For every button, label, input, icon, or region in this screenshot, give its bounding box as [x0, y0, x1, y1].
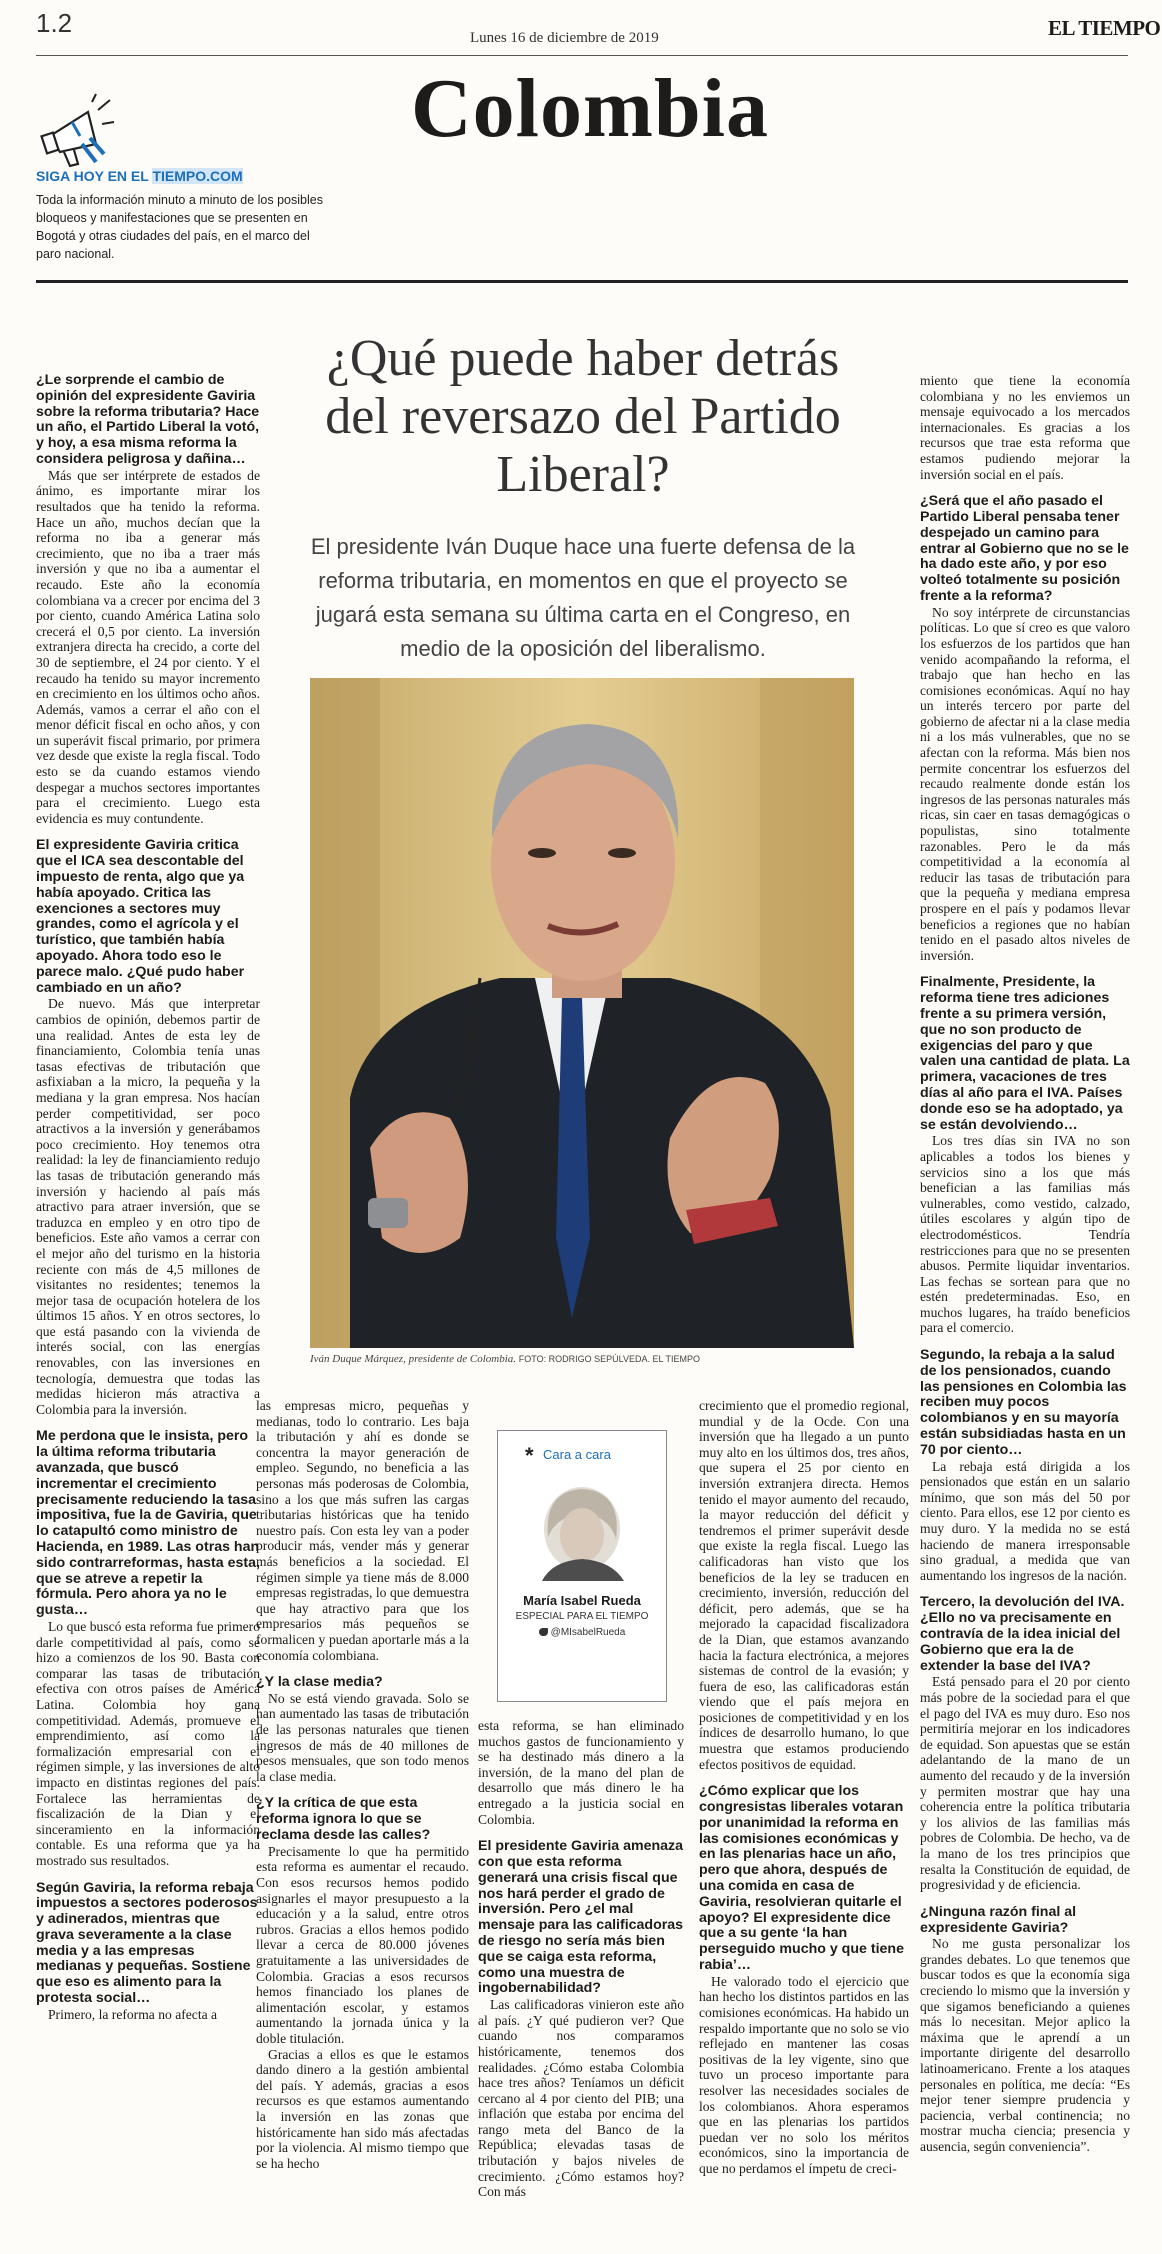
answer-paragraph: Gracias a ellos es que le estamos dando dinero a la gestión ambiental del país. Y además, gracias a esos recursos es que estamos aumentando la inversión en las zonas que históricamente han sido más afectadas por la violencia. Al mismo tiempo que se ha hecho — [256, 2046, 469, 2171]
continued-paragraph: miento que tiene la economía colombiana y no les enviemos un mensaje equivocado a los mercados internacionales. Es gracias a los recursos que trae esta reforma que estamos pudiendo mejorar la inversión social en el país. — [920, 373, 1130, 482]
promo-link[interactable] — [36, 168, 243, 184]
megaphone-icon — [36, 92, 116, 172]
interview-question: ¿Cómo explicar que los congresistas liberales votaran por unanimidad la reforma en las comisiones económicas y en las plenarias hace un año, pero que ahora, después de una comida en casa de Gaviria, resolvieran quitarle el apoyo? El expresidente dice que a su gente ‘la han perseguido mucho y que tiene rabia’… — [699, 1783, 904, 1974]
interview-question: Según Gaviria, la reforma rebaja impuestos a sectores poderosos y adinerados, mientras que grava severamente a la clase media y a las empresas medianas y pequeñas. Sostiene que eso es alimento para la protesta social… — [36, 1879, 258, 2007]
continued-paragraph: esta reforma, se han eliminado muchos gastos de funcionamiento y se ha destinado más dinero a la inversión, de la mano del plan de desarrollo que más dinero le ha entregado a la justicia social en Colombia. — [478, 1718, 684, 1827]
author-twitter[interactable] — [498, 1627, 666, 1638]
article-column-3 — [478, 1718, 684, 2254]
cara-a-cara-label: Cara a cara — [543, 1447, 611, 1462]
interview-question: Segundo, la rebaja a la salud de los pensionados, cuando las pensiones en Colombia las reciben muy pocos colombianos y en su mayoría están subsidiadas hasta en un 70 por ciento… — [920, 1347, 1127, 1458]
photo-caption — [310, 1353, 854, 1365]
page-number: 1.2 — [36, 8, 73, 38]
answer-paragraph: Está pensado para el 20 por ciento más pobre de la sociedad para el que el pago del IVA es muy duro. Eso nos permitiría mejorar en los indicadores de equidad. Son apuestas que se están adelantando de la mano de un aumento del recaudo y de la inversión y permiten mostrar que hay una coherencia entre la política tributaria y los alivios de las familias más pobres de Colombia. De hecho, va de la mano de los tres principios que resalta la Constitución de equidad, de progresividad y de eficiencia. — [920, 1674, 1130, 1893]
caption-text: Iván Duque Márquez, presidente de Colombia. — [310, 1353, 517, 1365]
interview-question: El presidente Gaviria amenaza con que esta reforma generará una crisis fiscal que nos hará perder el grado de inversión. Pero ¿el mal mensaje para las calificadoras de riesgo no sería más bien que se caiga esta reforma, como una muestra de ingobernabilidad? — [478, 1838, 684, 1997]
president-photo — [310, 678, 854, 1348]
interview-question: El expresidente Gaviria critica que el ICA sea descontable del impuesto de renta, algo que ya había apoyado. Critica las exenciones a sectores muy grandes, como el agrícola y el turístico, que también había apoyado. Ahora todo eso le parece malo. ¿Qué pudo haber cambiado en un año? — [36, 837, 245, 996]
interview-question: ¿Ninguna razón final al expresidente Gaviria? — [920, 1903, 1077, 1936]
continued-paragraph: las empresas micro, pequeñas y medianas, todo lo contrario. Les baja la tributación y ahí es donde se concentra la mayor generación de empleo. Segundo, no beneficia a las personas más poderosas de Colombia, sino a los que más sufren las cargas tributarias históricas que ha tenido nuestro país. Con esta ley van a poder producir más, vender más y generar más beneficios a la sociedad. El régimen simple ya tiene más de 8.000 empresas registradas, lo que demuestra que hay atractivo para que los empresarios más pequeños se formalicen y puedan aportarle más a la economía colombiana. — [256, 1398, 469, 1663]
promo-link-site: TIEMPO.COM — [152, 168, 243, 184]
cara-a-cara-box — [497, 1430, 667, 1702]
author-portrait — [512, 1477, 652, 1581]
top-rule — [36, 55, 1128, 56]
answer-paragraph: He valorado todo el ejercicio que han hecho los distintos partidos en las comisiones económicas. Ha habido un respaldo importante que no solo se vio reflejado en mantener las cosas positivas de la ley vigente, sino que tuvo un proceso importante para resolver las necesidades sociales de los colombianos. Ahora esperamos que en las plenarias los partidos puedan ver no solo los méritos económicos, sino la importancia de que no perdamos el ímpetu de creci- — [699, 1973, 909, 2176]
article-column-5 — [920, 373, 1130, 2254]
interview-question: Me perdona que le insista, pero la última reforma tributaria avanzada, que buscó incrementar el crecimiento precisamente reduciendo la tasa impositiva, fue la de Gaviria, que lo catapultó como ministro de Hacienda, en 1989. Las otras han sido contrarreformas, hasta esta, que se atreve a repetir la fórmula. Pero ahora ya no le gusta… — [36, 1428, 260, 1619]
answer-paragraph: No se está viendo gravada. Solo se han aumentado las tasas de tributación de las personas naturales que tienen ingresos de más de 40 millones de pesos mensuales, que son todo menos la clase media. — [256, 1690, 469, 1784]
interview-question: Finalmente, Presidente, la reforma tiene tres adiciones frente a su primera versión, que no son producto de exigencias del paro y que valen una cantidad de plata. La primera, vacaciones de tres días al año para el IVA. Países donde eso se ha adoptado, ya se están devolviendo… — [920, 974, 1130, 1133]
publication-name: EL TIEMPO — [1048, 16, 1161, 40]
answer-paragraph: Primero, la reforma no afecta a — [48, 2006, 218, 2022]
photo-credit: FOTO: RODRIGO SEPÚLVEDA. EL TIEMPO — [518, 1354, 700, 1364]
asterisk-icon: * — [525, 1443, 534, 1468]
promo-body: Toda la información minuto a minuto de los posibles bloqueos y manifestaciones que se presenten en Bogotá y otras ciudades del país, en el marco del paro nacional. — [36, 193, 323, 261]
article-column-2 — [256, 1398, 469, 2254]
answer-paragraph: Las calificadoras vinieron este año al país. ¿Y qué pudieron ver? Que cuando nos comparamos históricamente, tenemos dos realidades. ¿Cómo estaba Colombia hace tres años? Teníamos un déficit cercano al 4 por ciento del PIB; una inflación que estaba por encima del rango meta del Banco de la República; elevadas tasas de tributación y bajos niveles de crecimiento. ¿Cómo estamos hoy? Con más — [478, 1997, 684, 2200]
answer-paragraph: Más que ser intérprete de estados de ánimo, es importante mirar los resultados que ha tenido la reforma. Hace un año, muchos decían que la reforma no iba a generar más crecimiento, que no iba a traer más inversión y que no iba a aumentar el recaudo. Este año la economía colombiana va a crecer por encima del 3 por ciento, cuando América Latina solo crecerá el 0,5 por ciento. La inversión extranjera directa ha crecido, a corte del 30 de septiembre, el 24 por ciento. Y el recaudo ha tenido su mayor incremento en crecimiento en los últimos ocho años. Además, vamos a cerrar el año con el menor déficit fiscal en ocho años, y con un superávit fiscal primario, por primera vez desde que existe la regla fiscal. Todo esto se da cuando estamos viendo despegar a muchos sectores importantes para el crecimiento. Luego esta evidencia es muy contundente. — [36, 467, 260, 826]
twitter-bird-icon — [539, 1628, 548, 1636]
article-headline: ¿Qué puede haber detrás del reversazo del Partido Liberal? — [325, 330, 841, 503]
section-title: Colombia — [410, 62, 770, 155]
author-role: ESPECIAL PARA EL TIEMPO — [515, 1611, 649, 1622]
author-twitter-handle: @MIsabelRueda — [550, 1627, 626, 1638]
interview-question: ¿Y la crítica de que esta reforma ignora lo que se reclama desde las calles? — [256, 1795, 431, 1844]
interview-question: Tercero, la devolución del IVA. ¿Ello no va precisamente en contravía de la idea inicial del Gobierno que era la de extender la base del IVA? — [920, 1594, 1125, 1674]
article-column-4 — [699, 1398, 909, 2254]
answer-paragraph: Lo que buscó esta reforma fue primero darle competitividad al país, como se hizo a comienzos de los 90. Basta con comparar las tasas de tributación efectiva con otros países de América Latina. Colombia hoy gana competitividad. Además, promueve el emprendimiento, así como la formalización empresarial con el régimen simple, y las inversiones de alto impacto en distintas regiones del país. Fortalece las herramientas de fiscalización de la Dian y el sinceramiento en la información contable. Es una reforma que ya ha mostrado sus resultados. — [36, 1619, 260, 1868]
answer-paragraph: De nuevo. Más que interpretar cambios de opinión, debemos partir de una realidad. Antes de esta ley de financiamiento, Colombia tenía unas tasas efectivas de tributación que asfixiaban a la micro, la pequeña y la mediana y la gran empresa. Nos hacían perder competitividad, ser poco atractivos a la inversión y generábamos poco crecimiento. Hoy tenemos otra realidad: la ley de financiamiento redujo las tasas de tributación generando más inversión y haciendo al país más atractivo para atraer inversión, que se traduzca en empleo y en otro tipo de beneficios. Este año vamos a cerrar con el mejor año del turismo en la historia reciente con más de 4,5 millones de visitantes no residentes; tenemos la mejor tasa de ocupación hotelera de los últimos 15 años. Y en otros sectores, lo que está pasando con la vivienda de interés social, con las energías renovables, con las inversiones en tecnología, demuestra que todas las medidas hicieron más atractiva a Colombia para la inversión. — [36, 996, 260, 1417]
answer-paragraph: Los tres días sin IVA no son aplicables a todos los bienes y servicios sino a los que más benefician a las familias más vulnerables, como vestido, calzado, útiles escolares y algún tipo de electrodomésticos. Tendría restricciones para que no se presenten abusos. Permite liquidar inventarios. Las fechas se sortean para que no estén predeterminadas. Eso, en muchos lugares, ha traído beneficios para el comercio. — [920, 1133, 1130, 1336]
interview-question: ¿Y la clase media? — [256, 1674, 383, 1691]
section-rule — [36, 280, 1128, 283]
answer-paragraph: Precisamente lo que ha permitido esta reforma es aumentar el recaudo. Con esos recursos hemos podido asignarles el mayor presupuesto a la educación y a la salud, entre otros rubros. Gracias a ellos hemos podido llevar a cerca de 80.000 jóvenes gratuitamente a las universidades de Colombia. Gracias a esos recursos hemos financiado los planes de alimentación escolar, y estamos aumentando la jornada única y la doble titulación. — [256, 1843, 469, 2046]
interview-question: ¿Será que el año pasado el Partido Liberal pensaba tener despejado un camino para entrar al Gobierno que no se le ha dado este año, y por eso volteó totalmente su posición frente a la reforma? — [920, 493, 1129, 604]
promo-link-prefix: SIGA HOY EN EL — [36, 168, 153, 184]
interview-question: ¿Le sorprende el cambio de opinión del expresidente Gaviria sobre la reforma tributaria? Hace un año, el Partido Liberal la votó, y hoy, a esa misma reforma la considera peligrosa y dañina… — [36, 373, 260, 467]
author-name: María Isabel Rueda — [523, 1593, 641, 1608]
answer-paragraph: La rebaja está dirigida a los pensionados que están en un salario mínimo, que son más del 50 por ciento. Para ellos, ese 12 por ciento es muy duro. Y la medida no se está haciendo de manera irresponsable sino gradual, a medida que van aumentando los ingresos de la nación. — [920, 1458, 1130, 1583]
issue-date: Lunes 16 de diciembre de 2019 — [470, 30, 659, 46]
answer-paragraph: No me gusta personalizar los grandes debates. Lo que tenemos que buscar todos es que la economía siga creciendo lo mismo que la inversión y que sigamos beneficiando a quienes más lo necesitan. Mejor aplico la máxima que le aprendí a un importante dirigente del desarrollo latinoamericano. Frente a los ataques personales en política, me decía: “Es mejor tener siempre prudencia y paciencia, verbal continencia; no mostrar mucha ciencia; presencia y ausencia, según conveniencia”. — [920, 1936, 1130, 2155]
article-lede: El presidente Iván Duque hace una fuerte defensa de la reforma tributaria, en momentos en que el proyecto se jugará esta semana su última carta en el Congreso, en medio de la oposición del liberalismo. — [310, 534, 856, 661]
continued-paragraph: crecimiento que el promedio regional, mundial y de la Ocde. Con una inversión que ha llegado a un punto muy alto en los últimos dos, tres años, que supera el 25 por ciento en inversión extranjera directa. Hemos tenido el mayor aumento del recaudo, la mayor reducción del déficit y tendremos el primer superávit desde que existe la regla fiscal. Luego las calificadoras han visto que los beneficios de la ley se traducen en crecimiento, inversión, reducción del déficit, pero además, que se ha mejorado la capacidad fiscalizadora de la Dian, que estamos avanzando hacia la factura electrónica, a mejores sistemas de control de la evasión; y fuera de eso, las calificadoras están viendo que el país mejora en posiciones de competitividad y en los índices de desarrollo humano, lo que muestra que estamos produciendo efectos positivos de equidad. — [699, 1398, 909, 1772]
article-column-1 — [36, 373, 260, 2254]
answer-paragraph: No soy intérprete de circunstancias políticas. Lo que sí creo es que valoro los esfuerzos de los partidos que han venido acompañando la reforma, el trabajo que han hecho en las comisiones económicas. Aquí no hay un interés tercero por parte del gobierno de afectar ni a la clase media ni a los más vulnerables, que no se afectan con la reforma. Más bien nos permite concentrar los esfuerzos del recaudo realmente donde están los ingresos de las personas naturales más ricas, sin caer en tasas demagógicas o populistas, sino totalmente razonables. Pero le da más competitividad a la economía al reducir las tasas de tributación para que la pequeña y mediana empresa prospere en el país y podamos llevar beneficios a regiones que no habían tenido en el pasado altos niveles de inversión. — [920, 604, 1130, 963]
